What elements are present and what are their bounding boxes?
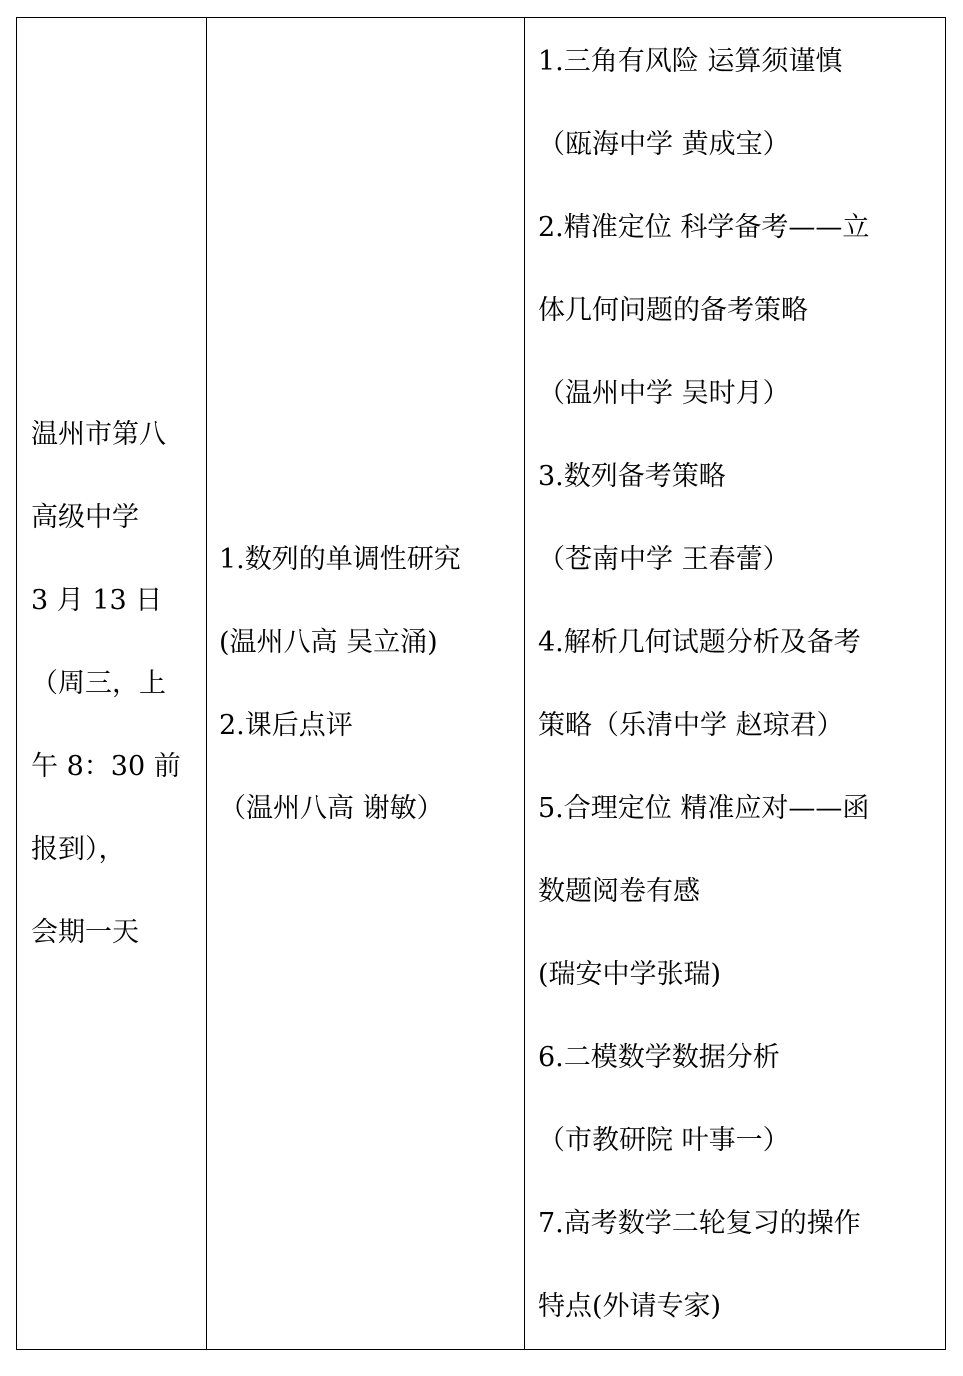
- venue-line: 报到），: [31, 834, 126, 865]
- talk-line: 3.数列备考策略: [538, 460, 726, 492]
- venue-text: [17, 393, 206, 974]
- talk-line: 6.二模数学数据分析: [538, 1041, 780, 1073]
- agenda-line: 2.课后点评: [219, 709, 353, 741]
- talks-cell: [525, 18, 946, 1350]
- talk-line: （瓯海中学 黄成宝）: [538, 128, 790, 160]
- venue-line: 高级中学: [31, 502, 139, 533]
- schedule-table: [16, 17, 946, 1350]
- talk-line: 4.解析几何试题分析及备考: [538, 626, 861, 658]
- talks-text: [525, 20, 945, 1348]
- agenda-line: （温州八高 谢敏）: [219, 792, 444, 824]
- venue-line: （周三，上: [31, 668, 166, 699]
- agenda-line: 1.数列的单调性研究: [219, 543, 461, 575]
- talk-line: 特点(外请专家): [538, 1290, 722, 1322]
- table-row: [17, 18, 946, 1350]
- agenda-line: (温州八高 吴立涌): [219, 626, 438, 658]
- talk-line: 7.高考数学二轮复习的操作: [538, 1207, 861, 1239]
- venue-line: 会期一天: [31, 917, 139, 948]
- talk-line: （苍南中学 王春蕾）: [538, 543, 790, 575]
- talk-line: （温州中学 吴时月）: [538, 377, 790, 409]
- agenda-text: [207, 518, 524, 850]
- talk-line: 策略（乐清中学 赵琼君）: [538, 709, 844, 741]
- talk-line: 2.精准定位 科学备考——立: [538, 211, 870, 243]
- talk-line: 5.合理定位 精准应对——函: [538, 792, 870, 824]
- venue-line: 3 月 13 日: [31, 585, 163, 616]
- talk-line: （市教研院 叶事一）: [538, 1124, 790, 1156]
- talk-line: 1.三角有风险 运算须谨慎: [538, 45, 843, 77]
- venue-line: 温州市第八: [31, 419, 166, 450]
- agenda-cell: [207, 18, 525, 1350]
- venue-cell: [17, 18, 207, 1350]
- talk-line: (瑞安中学张瑞): [538, 958, 722, 990]
- talk-line: 体几何问题的备考策略: [538, 294, 808, 326]
- venue-line: 午 8：30 前: [31, 751, 181, 782]
- talk-line: 数题阅卷有感: [538, 875, 700, 907]
